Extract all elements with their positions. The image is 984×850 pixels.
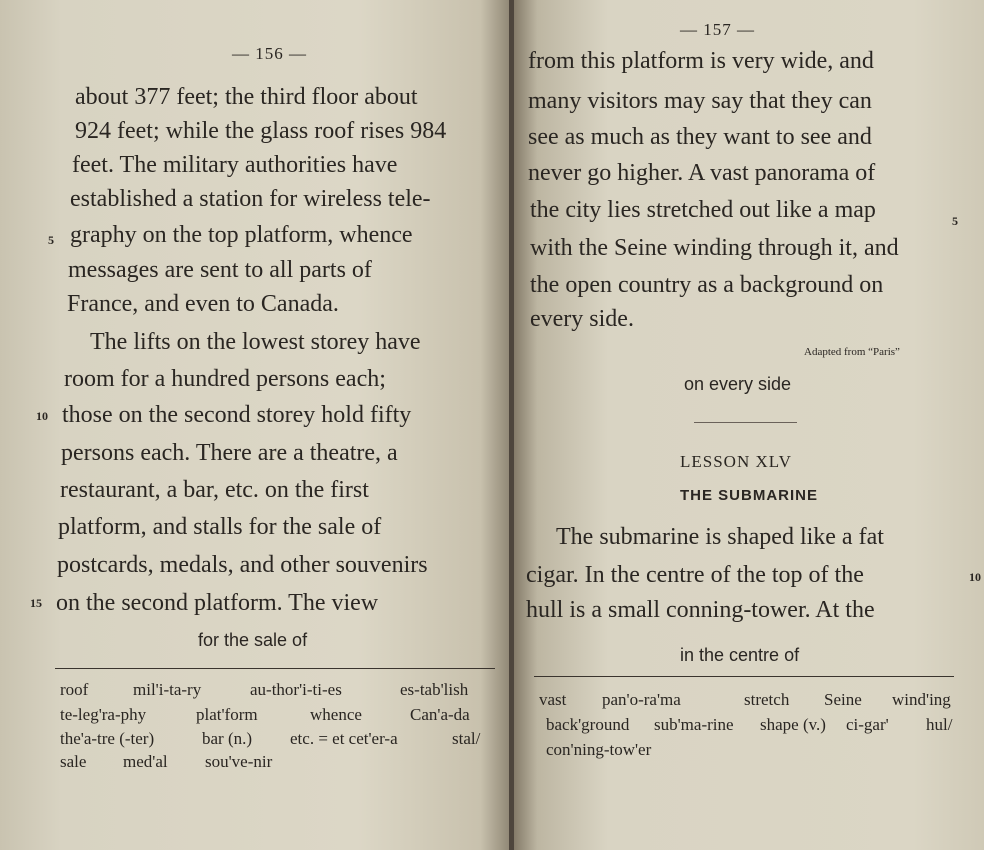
vocab-word: ci-gar'	[846, 715, 889, 734]
text-line: every side.	[530, 306, 634, 332]
text-line: graphy on the top platform, whence	[70, 222, 413, 248]
text-line: cigar. In the centre of the top of the	[526, 562, 864, 588]
gloss-note: on every side	[684, 374, 792, 394]
vocab-word: etc. = et cet'er-a	[290, 729, 398, 748]
text-line: feet. The military authorities have	[72, 152, 398, 178]
vocab-word: shape (v.)	[760, 715, 826, 734]
footnote-rule	[55, 668, 495, 669]
text-line: from this platform is very wide, and	[528, 48, 874, 74]
vocab-word: plat'form	[196, 705, 258, 724]
page-number: — 157 —	[680, 20, 755, 39]
line-marker: 5	[48, 233, 54, 247]
text-line: see as much as they want to see and	[528, 124, 872, 150]
page-number: — 156 —	[232, 44, 307, 63]
vocab-word: au-thor'i-ti-es	[250, 680, 342, 699]
vocab-word: the'a-tre (-ter)	[60, 729, 155, 748]
line-marker: 15	[30, 596, 42, 610]
line-marker: 10	[36, 409, 48, 423]
text-line: 924 feet; while the glass roof rises 984	[75, 118, 447, 144]
vocab-word: mil'i-ta-ry	[133, 680, 202, 699]
text-line: The lifts on the lowest storey have	[90, 329, 421, 355]
text-line: the open country as a background on	[530, 272, 884, 298]
text-line: messages are sent to all parts of	[68, 257, 372, 283]
vocab-word: vast	[539, 690, 567, 709]
text-line: room for a hundred persons each;	[64, 366, 386, 392]
text-line: restaurant, a bar, etc. on the first	[60, 477, 369, 503]
vocab-word: med'al	[123, 752, 168, 771]
text-line: platform, and stalls for the sale of	[58, 514, 382, 540]
vocab-word: wind'ing	[892, 690, 951, 709]
text-line: never go higher. A vast panorama of	[528, 160, 876, 186]
vocab-word: Seine	[824, 690, 862, 709]
vocab-word: sou've-nir	[205, 752, 273, 771]
text-line: established a station for wireless tele-	[70, 186, 431, 212]
gloss-note: for the sale of	[198, 630, 308, 650]
line-marker: 10	[969, 570, 981, 584]
text-line: many visitors may say that they can	[528, 88, 872, 114]
text-line: hull is a small conning-tower. At the	[526, 597, 875, 623]
vocab-word: es-tab'lish	[400, 680, 469, 699]
text-line: the city lies stretched out like a map	[530, 197, 876, 223]
vocab-word: hul/	[926, 715, 953, 734]
text-line: about 377 feet; the third floor about	[75, 84, 418, 110]
vocab-word: roof	[60, 680, 89, 699]
gloss-note: in the centre of	[680, 645, 800, 665]
vocab-word: whence	[310, 705, 362, 724]
text-line: postcards, medals, and other souvenirs	[57, 552, 428, 578]
vocab-word: sub'ma-rine	[654, 715, 734, 734]
text-line: those on the second storey hold fifty	[62, 402, 412, 428]
text-line: on the second platform. The view	[56, 590, 379, 616]
section-rule	[694, 422, 797, 423]
vocab-word: stal/	[452, 729, 481, 748]
lesson-title: THE SUBMARINE	[680, 487, 819, 504]
vocab-word: back'ground	[546, 715, 630, 734]
vocab-word: pan'o-ra'ma	[602, 690, 681, 709]
vocab-word: sale	[60, 752, 87, 771]
vocab-word: con'ning-tow'er	[546, 740, 652, 759]
text-line: with the Seine winding through it, and	[530, 235, 899, 261]
vocab-word: te-leg'ra-phy	[60, 705, 147, 724]
text-line: The submarine is shaped like a fat	[556, 524, 884, 550]
right-page	[514, 0, 984, 850]
text-line: France, and even to Canada.	[67, 291, 339, 317]
line-marker: 5	[952, 214, 958, 228]
vocab-word: bar (n.)	[202, 729, 253, 748]
lesson-number: LESSON XLV	[680, 452, 792, 471]
source-credit: Adapted from “Paris”	[804, 346, 900, 358]
vocab-word: Can'a-da	[410, 705, 470, 724]
vocab-word: stretch	[744, 690, 790, 709]
text-line: persons each. There are a theatre, a	[61, 440, 398, 466]
footnote-rule	[534, 676, 954, 677]
